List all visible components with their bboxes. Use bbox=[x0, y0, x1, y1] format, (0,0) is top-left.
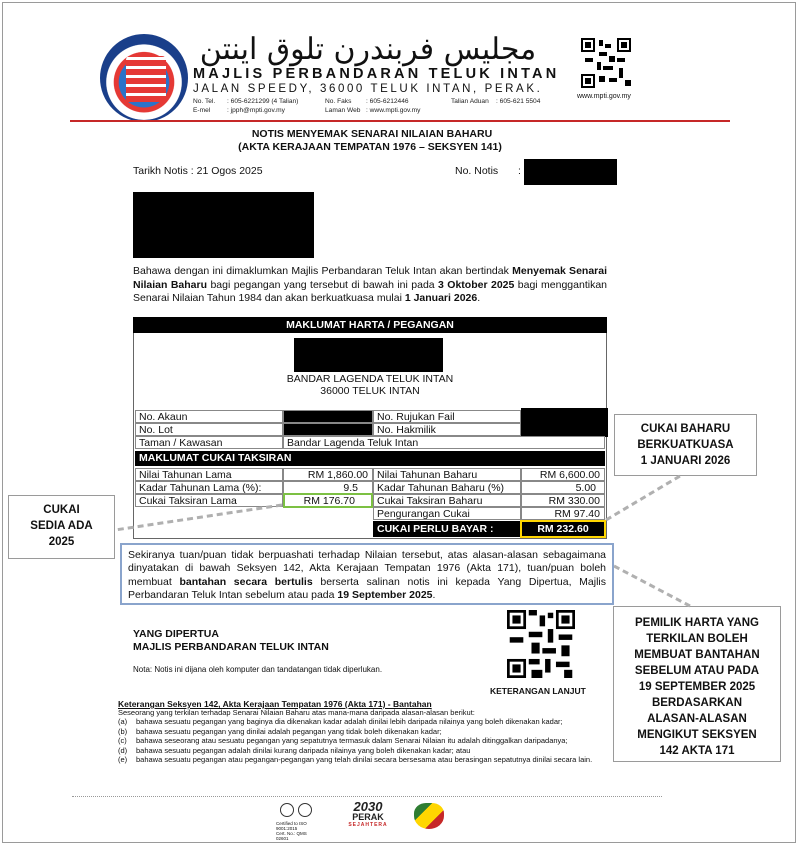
new-rate-label: Kadar Tahunan Baharu (%) bbox=[373, 481, 521, 494]
section142-intro: Seseorang yang terkilan terhadap Senarai Nilaian Baharu atas mana-mana daripada alasan-alasan berikut: bbox=[118, 708, 475, 717]
callout-objection: PEMILIK HARTA YANG TERKILAN BOLEH MEMBUAT BANTAHAN SEBELUM ATAU PADA 19 SEPTEMBER 2025 BERDASARKAN ALASAN-ALASAN MENGIKUT SEKSYEN 142 AKTA 171 bbox=[613, 606, 781, 762]
amount-due-value: RM 232.60 bbox=[520, 520, 606, 538]
aduan-value: : 605-621 5504 bbox=[496, 98, 541, 105]
notice-no-label: No. Notis bbox=[455, 165, 499, 177]
old-annual-value: RM 1,860.00 bbox=[283, 468, 373, 481]
email-value: : jpph@mpti.gov.my bbox=[227, 107, 285, 114]
aduan-label: Talian Aduan bbox=[451, 98, 489, 105]
lot-label: No. Lot bbox=[135, 423, 283, 436]
website-caption: www.mpti.gov.my bbox=[577, 93, 631, 100]
old-annual-value-label: Nilai Tahunan Lama bbox=[135, 468, 283, 481]
list-item: (e) bahawa sesuatu pegangan atau pegangan-pegangan yang telah dinilai secara bersesama atau berasingan sepatutnya dinilai secara lain. bbox=[118, 755, 593, 764]
property-section-header: MAKLUMAT HARTA / PEGANGAN bbox=[133, 317, 607, 333]
fax-label: No. Faks bbox=[325, 98, 352, 105]
intro-paragraph: Bahawa dengan ini dimaklumkan Majlis Perbandaran Teluk Intan akan bertindak Menyemak Senarai Nilaian Baharu bagi pegangan yang tersebut di bawah ini pada 3 Oktober 2025 bagi menggantikan Senarai Nilaian Tahun 1984 dan akan berkuatkuasa mulai 1 Januari 2026. bbox=[133, 265, 608, 304]
signoff-title: YANG DIPERTUA bbox=[133, 628, 219, 640]
notice-date: Tarikh Notis : 21 Ogos 2025 bbox=[133, 165, 263, 177]
iso-badge-icon bbox=[280, 803, 294, 817]
property-address-line2: 36000 TELUK INTAN bbox=[320, 385, 420, 397]
old-tax-label: Cukai Taksiran Lama bbox=[135, 494, 283, 507]
more-info-label: KETERANGAN LANJUT bbox=[490, 686, 586, 696]
old-tax-value: RM 176.70 bbox=[283, 493, 373, 508]
callout-new-tax: CUKAI BAHARU BERKUATKUASA 1 JANUARI 2026 bbox=[614, 414, 757, 476]
section142-title: Keterangan Seksyen 142, Akta Kerajaan Tempatan 1976 (Akta 171) - Bantahan bbox=[118, 699, 432, 709]
web-label: Laman Web bbox=[325, 107, 361, 114]
org-name: MAJLIS PERBANDARAN TELUK INTAN bbox=[193, 66, 560, 82]
footer-divider bbox=[72, 796, 662, 797]
title-no-label: No. Hakmilik bbox=[373, 423, 521, 436]
new-tax-label: Cukai Taksiran Baharu bbox=[373, 494, 521, 507]
new-annual-value-label: Nilai Tahunan Baharu bbox=[373, 468, 521, 481]
section142-list bbox=[118, 717, 608, 765]
list-item: (d) bahawa sesuatu pegangan adalah dinilai kurang daripada nilainya yang boleh dikenakan kadar; atau bbox=[118, 745, 471, 755]
notice-subtitle: (AKTA KERAJAAN TEMPATAN 1976 – SEKSYEN 141) bbox=[238, 141, 502, 153]
account-label: No. Akaun bbox=[135, 410, 283, 423]
jawi-org-name: مجليس فربندرن تلوق اينتن bbox=[199, 32, 537, 67]
certification-badge-icon bbox=[298, 803, 312, 817]
state-crest-icon bbox=[414, 803, 444, 829]
iso-cert-text: Certified to ISO 9001:2015 Cert. No.: QMS 02601 bbox=[276, 821, 307, 841]
perak-sejahtera-logo: 2030 PERAK SEJAHTERA bbox=[348, 799, 388, 828]
email-label: E-mel bbox=[193, 107, 211, 114]
tax-reduction-label: Pengurangan Cukai bbox=[373, 507, 521, 520]
new-rate: 5.00 bbox=[521, 481, 605, 494]
file-ref-label: No. Rujukan Fail bbox=[373, 410, 521, 423]
org-address: JALAN SPEEDY, 36000 TELUK INTAN, PERAK. bbox=[193, 83, 543, 95]
area-label: Taman / Kawasan bbox=[135, 436, 283, 449]
objection-notice: Sekiranya tuan/puan tidak berpuashati terhadap Nilaian tersebut, atas alasan-alasan sebagaimana dinyatakan di bawah Seksyen 142, Akta Kerajaan Tempatan 1976 (Akta 171), tuan/puan boleh membuat bantahan secara bertulis berserta salinan notis ini kepada Yang Dipertua, Majlis Perbandaran Teluk Intan sebelum atau pada 19 September 2025. bbox=[120, 543, 614, 605]
computer-generated-note: Nota: Notis ini dijana oleh komputer dan tandatangan tidak diperlukan. bbox=[133, 665, 383, 674]
new-tax-value: RM 330.00 bbox=[521, 494, 605, 507]
web-value: : www.mpti.gov.my bbox=[366, 107, 421, 114]
tax-reduction-value: RM 97.40 bbox=[521, 507, 605, 520]
callout-existing-tax: CUKAI SEDIA ADA 2025 bbox=[8, 495, 115, 559]
notice-no-colon: : bbox=[518, 165, 521, 177]
list-item: (b) bahawa sesuatu pegangan yang dinilai adalah pegangan yang tidak boleh dikenakan kadar; bbox=[118, 726, 442, 736]
property-address-line1: BANDAR LAGENDA TELUK INTAN bbox=[286, 373, 454, 385]
list-item: (a) bahawa sesuatu pegangan yang baginya dia dikenakan kadar adalah dinilai lebih daripada nilainya yang boleh dikenakan kadar; bbox=[118, 717, 563, 726]
tel-value: : 605-6221299 (4 Talian) bbox=[227, 98, 299, 105]
signoff-org: MAJLIS PERBANDARAN TELUK INTAN bbox=[133, 641, 329, 653]
tax-section-header: MAKLUMAT CUKAI TAKSIRAN bbox=[135, 451, 605, 466]
old-rate: 9.5 bbox=[283, 481, 373, 494]
amount-due-label: CUKAI PERLU BAYAR : bbox=[373, 521, 521, 537]
new-annual-value: RM 6,600.00 bbox=[521, 468, 605, 481]
list-item: (c) bahawa seseorang atau sesuatu pegangan yang sepatutnya termasuk dalam Senarai Nilaian itu adalah ditinggalkan daripadanya; bbox=[118, 736, 568, 745]
tel-label: No. Tel. bbox=[193, 98, 216, 105]
info-qr-code[interactable] bbox=[507, 610, 575, 678]
fax-value: : 605-6212446 bbox=[366, 98, 409, 105]
notice-title: NOTIS MENYEMAK SENARAI NILAIAN BAHARU bbox=[251, 128, 493, 140]
old-rate-label: Kadar Tahunan Lama (%): bbox=[135, 481, 283, 494]
area-value: Bandar Lagenda Teluk Intan bbox=[283, 436, 605, 449]
